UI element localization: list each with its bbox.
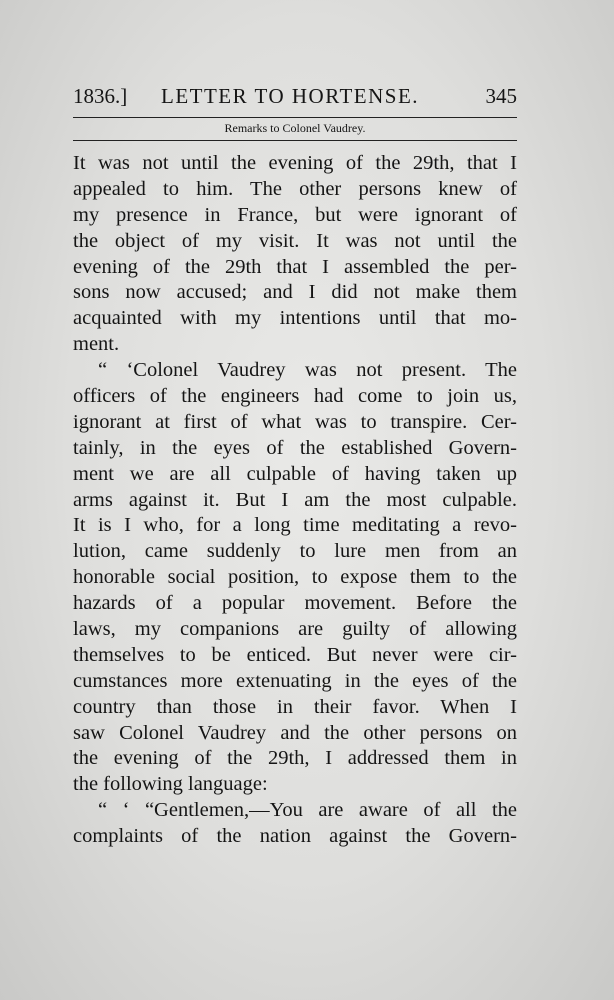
text-line: officers of the engineers had come to join us, (73, 385, 517, 408)
text-line: tainly, in the eyes of the established Govern- (73, 436, 517, 459)
text-line: ment we are all culpable of having taken up (73, 462, 517, 485)
text-line: “ ‘ “Gentlemen,—You are aware of all the (98, 799, 517, 822)
text-line: honorable social position, to expose them to the (73, 566, 517, 589)
section-subhead: Remarks to Colonel Vaudrey. (224, 121, 366, 135)
text-line: the evening of the 29th, I addressed them in (73, 747, 517, 770)
text-line: sons now accused; and I did not make them (73, 281, 517, 304)
page-number: 345 (485, 84, 517, 108)
running-head-year: 1836.] (73, 84, 128, 108)
text-line: laws, my companions are guilty of allowing (73, 618, 517, 641)
text-line: It was not until the evening of the 29th, that I (73, 152, 517, 174)
text-line: cumstances more extenuating in the eyes of the (73, 669, 517, 692)
text-line: acquainted with my intentions until that mo- (73, 307, 517, 330)
text-line: arms against it. But I am the most culpable. (73, 488, 517, 511)
text-line: country than those in their favor. When I (73, 695, 517, 718)
text-line: “ ‘Colonel Vaudrey was not present. The (98, 359, 517, 382)
text-line: themselves to be enticed. But never were cir- (73, 643, 517, 666)
text-line: lution, came suddenly to lure men from an (73, 540, 517, 563)
text-line: saw Colonel Vaudrey and the other persons on (73, 721, 517, 744)
text-line: the object of my visit. It was not until the (73, 229, 517, 252)
text-line: ignorant at first of what was to transpire. Cer- (73, 410, 517, 433)
text-line: hazards of a popular movement. Before the (73, 592, 517, 615)
text-line: ment. (73, 333, 120, 356)
text-line: my presence in France, but were ignorant of (73, 203, 517, 226)
body-text (73, 151, 517, 850)
running-head (73, 84, 517, 114)
header-rule-top (73, 117, 517, 118)
text-line: evening of the 29th that I assembled the per- (73, 255, 517, 278)
header-rule-bottom (73, 140, 517, 141)
text-line: It is I who, for a long time meditating a revo- (73, 514, 517, 537)
text-line: the following language: (73, 773, 268, 796)
running-head-title: LETTER TO HORTENSE. (161, 84, 420, 108)
text-line: complaints of the nation against the Govern- (73, 825, 517, 848)
text-line: appealed to him. The other persons knew of (73, 177, 517, 200)
